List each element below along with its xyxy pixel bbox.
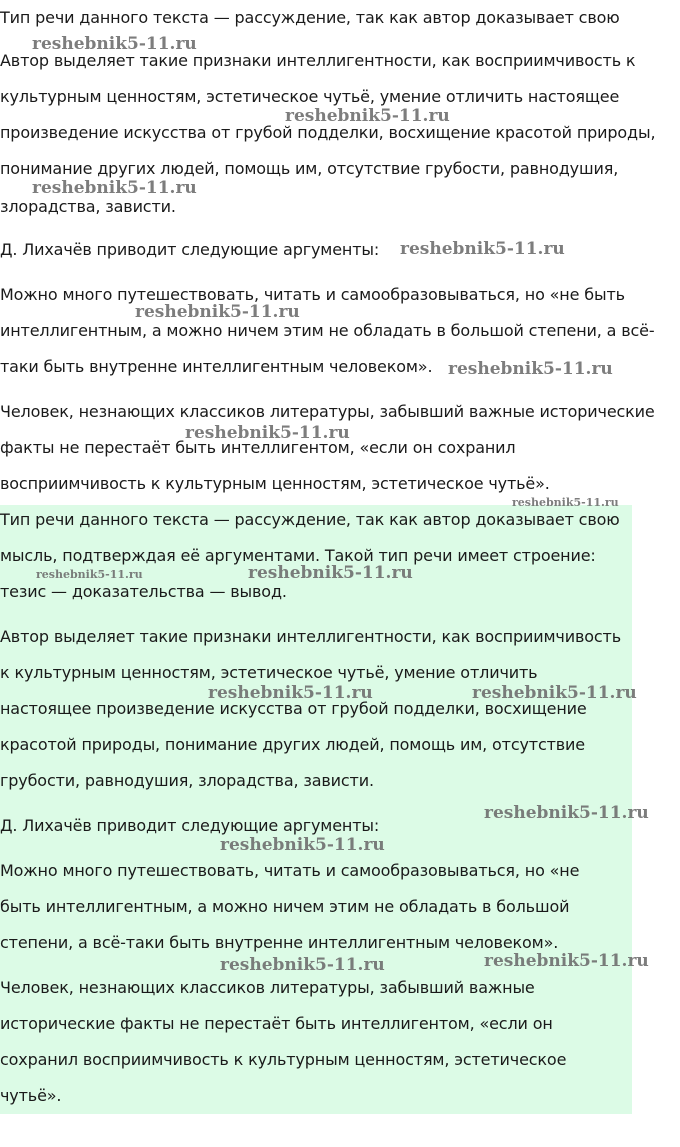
- text-line: быть интеллигентным, а можно ничем этим не обладать в большой: [0, 897, 570, 916]
- watermark: reshebnik5-11.ru: [448, 359, 613, 379]
- text-line: произведение искусства от грубой подделки, восхищение красотой природы,: [0, 123, 656, 142]
- text-line: Можно много путешествовать, читать и самообразовываться, но «не быть: [0, 285, 625, 304]
- text-line: Человек, незнающих классиков литературы, забывший важные исторические: [0, 402, 655, 421]
- text-line: понимание других людей, помощь им, отсутствие грубости, равнодушия,: [0, 159, 619, 178]
- watermark: reshebnik5-11.ru: [135, 302, 300, 322]
- watermark: reshebnik5-11.ru: [220, 955, 385, 975]
- text-line: культурным ценностям, эстетическое чутьё, умение отличить настоящее: [0, 87, 620, 106]
- text-line: восприимчивость к культурным ценностям, эстетическое чутьё».: [0, 474, 550, 493]
- watermark: reshebnik5-11.ru: [512, 496, 619, 509]
- text-line: Тип речи данного текста — рассуждение, так как автор доказывает свою: [0, 8, 620, 27]
- watermark: reshebnik5-11.ru: [32, 34, 197, 54]
- text-line: Д. Лихачёв приводит следующие аргументы:: [0, 240, 380, 259]
- watermark: reshebnik5-11.ru: [185, 423, 350, 443]
- text-line: чутьё».: [0, 1086, 62, 1105]
- text-line: исторические факты не перестаёт быть интеллигентом, «если он: [0, 1014, 553, 1033]
- text-line: факты не перестаёт быть интеллигентом, «если он сохранил: [0, 438, 516, 457]
- text-line: Автор выделяет такие признаки интеллигентности, как восприимчивость: [0, 627, 621, 646]
- text-line: тезис — доказательства — вывод.: [0, 582, 287, 601]
- watermark: reshebnik5-11.ru: [400, 239, 565, 259]
- text-line: степени, а всё-таки быть внутренне интеллигентным человеком».: [0, 933, 559, 952]
- text-line: красотой природы, понимание других людей, помощь им, отсутствие: [0, 735, 585, 754]
- text-line: к культурным ценностям, эстетическое чутьё, умение отличить: [0, 663, 538, 682]
- watermark: reshebnik5-11.ru: [472, 683, 637, 703]
- text-line: Тип речи данного текста — рассуждение, так как автор доказывает свою: [0, 510, 620, 529]
- text-line: интеллигентным, а можно ничем этим не обладать в большой степени, а всё-: [0, 321, 655, 340]
- watermark: reshebnik5-11.ru: [220, 835, 385, 855]
- text-line: злорадства, зависти.: [0, 197, 176, 216]
- text-line: настоящее произведение искусства от грубой подделки, восхищение: [0, 699, 587, 718]
- text-line: Можно много путешествовать, читать и самообразовываться, но «не: [0, 861, 580, 880]
- watermark: reshebnik5-11.ru: [285, 106, 450, 126]
- text-line: сохранил восприимчивость к культурным ценностям, эстетическое: [0, 1050, 567, 1069]
- watermark: reshebnik5-11.ru: [248, 563, 413, 583]
- watermark: reshebnik5-11.ru: [484, 803, 649, 823]
- text-line: Д. Лихачёв приводит следующие аргументы:: [0, 816, 380, 835]
- watermark: reshebnik5-11.ru: [36, 568, 143, 581]
- watermark: reshebnik5-11.ru: [484, 951, 649, 971]
- text-line: Автор выделяет такие признаки интеллигентности, как восприимчивость к: [0, 51, 636, 70]
- watermark: reshebnik5-11.ru: [208, 683, 373, 703]
- text-line: грубости, равнодушия, злорадства, зависти.: [0, 771, 374, 790]
- watermark: reshebnik5-11.ru: [32, 178, 197, 198]
- text-line: Человек, незнающих классиков литературы, забывший важные: [0, 978, 535, 997]
- text-line: таки быть внутренне интеллигентным человеком».: [0, 357, 433, 376]
- text-line: мысль, подтверждая её аргументами. Такой тип речи имеет строение:: [0, 546, 596, 565]
